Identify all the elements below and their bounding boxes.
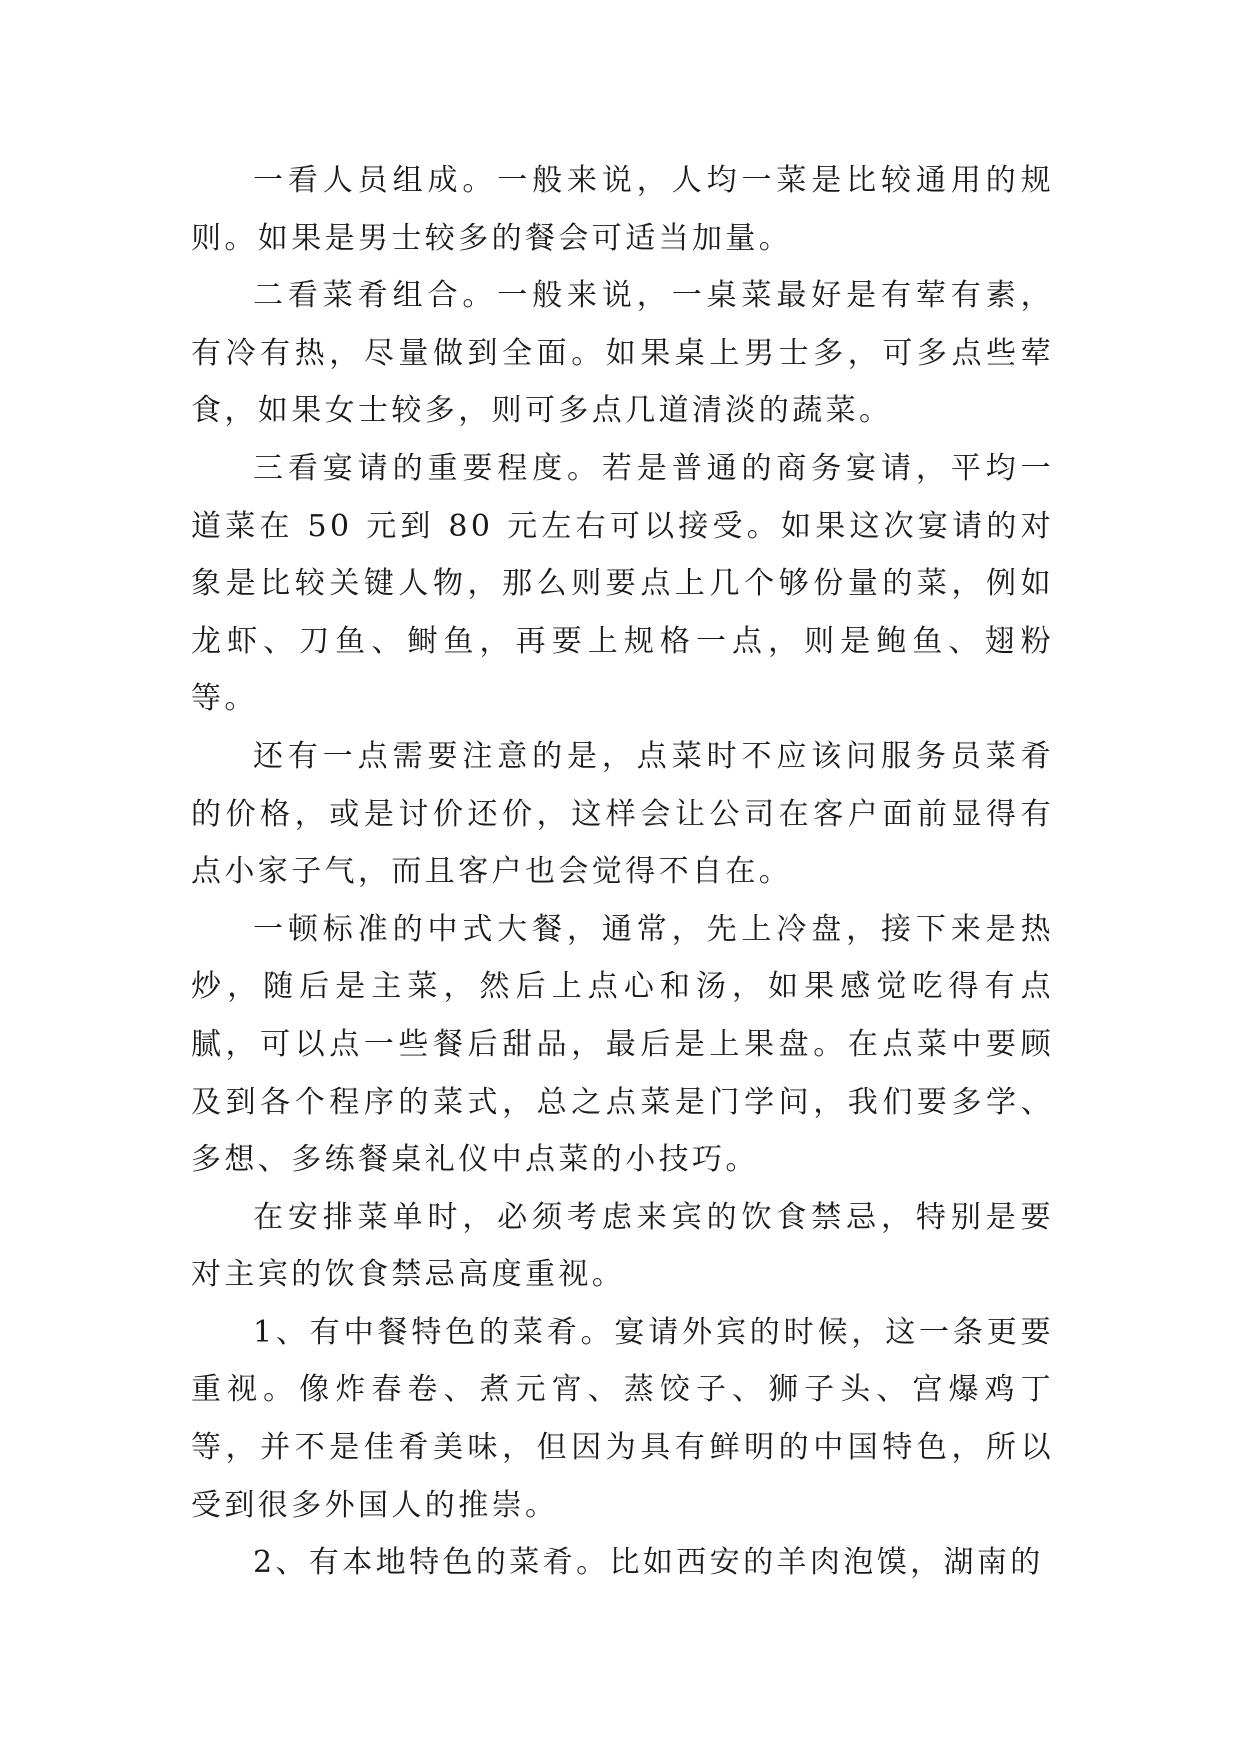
paragraph-8: 2、有本地特色的菜肴。比如西安的羊肉泡馍，湖南的 (253, 1545, 1044, 1581)
paragraph-2: 二看菜肴组合。一般来说，一桌菜最好是有荤有素，有冷有热，尽量做到全面。如果桌上男士多，可多点些荤食，如果女士较多，则可多点几道清淡的蔬菜。 (191, 278, 1054, 429)
paragraph-1: 一看人员组成。一般来说，人均一菜是比较通用的规则。如果是男士较多的餐会可适当加量。 (191, 163, 1054, 256)
paragraph-3: 三看宴请的重要程度。若是普通的商务宴请，平均一道菜在 50 元到 80 元左右可以接受。如果这次宴请的对象是比较关键人物，那么则要点上几个够份量的菜，例如龙虾、刀鱼、鲥鱼，再要上规格一点，则是鲍鱼、翅粉等。 (191, 450, 1054, 717)
paragraph-5: 一顿标准的中式大餐，通常，先上冷盘，接下来是热炒，随后是主菜，然后上点心和汤，如果感觉吃得有点腻，可以点一些餐后甜品，最后是上果盘。在点菜中要顾及到各个程序的菜式，总之点菜是门学问，我们要多学、多想、多练餐桌礼仪中点菜的小技巧。 (191, 911, 1054, 1178)
paragraph-4: 还有一点需要注意的是，点菜时不应该问服务员菜肴的价格，或是讨价还价，这样会让公司在客户面前显得有点小家子气，而且客户也会觉得不自在。 (191, 738, 1054, 890)
paragraph-6: 在安排菜单时，必须考虑来宾的饮食禁忌，特别是要对主宾的饮食禁忌高度重视。 (191, 1199, 1054, 1293)
paragraph-7: 1、有中餐特色的菜肴。宴请外宾的时候，这一条更要重视。像炸春卷、煮元宵、蒸饺子、狮子头、宫爆鸡丁等，并不是佳肴美味，但因为具有鲜明的中国特色，所以受到很多外国人的推崇。 (191, 1314, 1054, 1523)
document-body (191, 152, 1054, 1592)
